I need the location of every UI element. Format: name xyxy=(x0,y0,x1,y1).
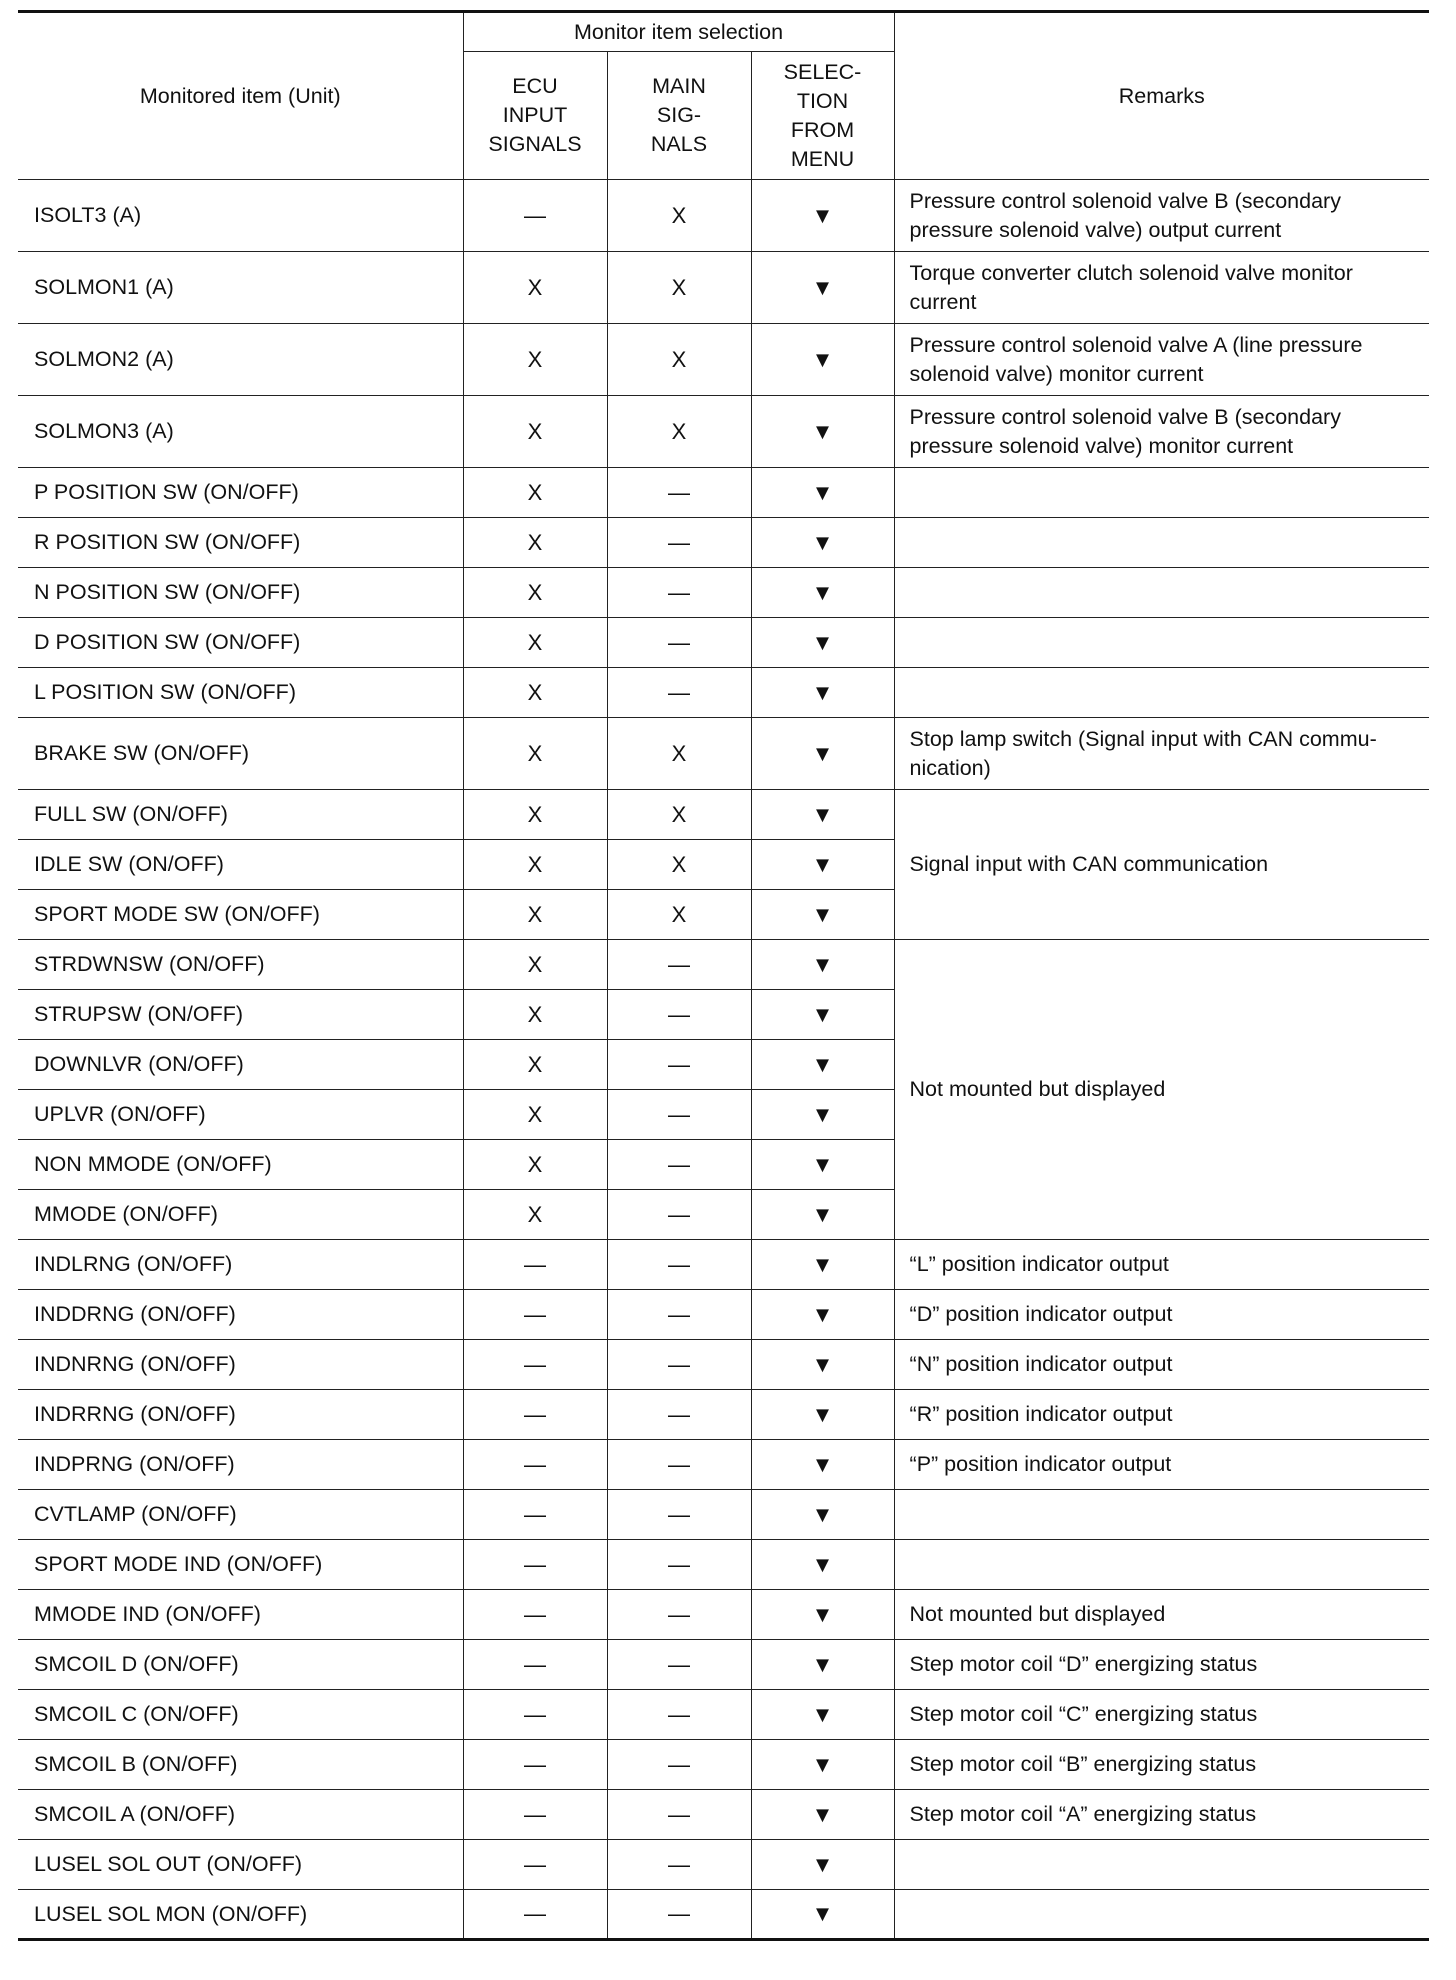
ecu-input-cell: X xyxy=(463,718,607,790)
ecu-input-cell: X xyxy=(463,252,607,324)
selection-from-menu-cell: ▼ xyxy=(751,1690,894,1740)
selection-from-menu-cell: ▼ xyxy=(751,1540,894,1590)
remarks-cell: Not mounted but displayed xyxy=(894,940,1429,1240)
main-signals-cell: — xyxy=(607,618,751,668)
main-signals-cell: — xyxy=(607,1490,751,1540)
ecu-input-cell: X xyxy=(463,468,607,518)
item-cell: INDLRNG (ON/OFF) xyxy=(18,1240,463,1290)
table-row xyxy=(18,1340,1429,1390)
remarks-cell: Step motor coil “C” energizing status xyxy=(894,1690,1429,1740)
selection-from-menu-cell: ▼ xyxy=(751,1840,894,1890)
remarks-cell xyxy=(894,1840,1429,1890)
monitor-items-table-page xyxy=(18,10,1429,1941)
remarks-cell: Signal input with CAN communication xyxy=(894,790,1429,940)
remarks-cell xyxy=(894,1490,1429,1540)
selection-from-menu-cell: ▼ xyxy=(751,790,894,840)
selection-from-menu-cell: ▼ xyxy=(751,1640,894,1690)
ecu-input-cell: — xyxy=(463,1790,607,1840)
selection-from-menu-cell: ▼ xyxy=(751,1590,894,1640)
remarks-cell: Pressure control solenoid valve B (secondary pressure solenoid valve) output current xyxy=(894,180,1429,252)
item-cell: UPLVR (ON/OFF) xyxy=(18,1090,463,1140)
remarks-cell xyxy=(894,468,1429,518)
remarks-cell xyxy=(894,1890,1429,1940)
main-signals-cell: X xyxy=(607,790,751,840)
main-signals-cell: X xyxy=(607,180,751,252)
ecu-input-cell: — xyxy=(463,180,607,252)
ecu-input-cell: X xyxy=(463,840,607,890)
header-ecu-input-signals: ECU INPUT SIGNALS xyxy=(463,52,607,180)
remarks-cell xyxy=(894,668,1429,718)
main-signals-cell: — xyxy=(607,1190,751,1240)
remarks-cell: Pressure control solenoid valve A (line pressure solenoid valve) monitor current xyxy=(894,324,1429,396)
table-row xyxy=(18,252,1429,324)
selection-from-menu-cell: ▼ xyxy=(751,1190,894,1240)
remarks-cell: “P” position indicator output xyxy=(894,1440,1429,1490)
ecu-input-cell: — xyxy=(463,1340,607,1390)
selection-from-menu-cell: ▼ xyxy=(751,324,894,396)
main-signals-cell: — xyxy=(607,1690,751,1740)
ecu-input-cell: — xyxy=(463,1840,607,1890)
main-signals-cell: — xyxy=(607,668,751,718)
selection-from-menu-cell: ▼ xyxy=(751,890,894,940)
ecu-input-cell: X xyxy=(463,324,607,396)
item-cell: LUSEL SOL MON (ON/OFF) xyxy=(18,1890,463,1940)
remarks-cell: Torque converter clutch solenoid valve monitor current xyxy=(894,252,1429,324)
table-row xyxy=(18,518,1429,568)
ecu-input-cell: — xyxy=(463,1490,607,1540)
ecu-input-cell: X xyxy=(463,518,607,568)
selection-from-menu-cell: ▼ xyxy=(751,252,894,324)
ecu-input-cell: — xyxy=(463,1890,607,1940)
main-signals-cell: X xyxy=(607,890,751,940)
remarks-cell xyxy=(894,1540,1429,1590)
item-cell: R POSITION SW (ON/OFF) xyxy=(18,518,463,568)
item-cell: MMODE IND (ON/OFF) xyxy=(18,1590,463,1640)
remarks-cell: Step motor coil “A” energizing status xyxy=(894,1790,1429,1840)
item-cell: INDDRNG (ON/OFF) xyxy=(18,1290,463,1340)
selection-from-menu-cell: ▼ xyxy=(751,618,894,668)
ecu-input-cell: — xyxy=(463,1290,607,1340)
selection-from-menu-cell: ▼ xyxy=(751,1240,894,1290)
selection-from-menu-cell: ▼ xyxy=(751,396,894,468)
main-signals-cell: X xyxy=(607,252,751,324)
selection-from-menu-cell: ▼ xyxy=(751,568,894,618)
item-cell: ISOLT3 (A) xyxy=(18,180,463,252)
item-cell: DOWNLVR (ON/OFF) xyxy=(18,1040,463,1090)
item-cell: SPORT MODE SW (ON/OFF) xyxy=(18,890,463,940)
main-signals-cell: X xyxy=(607,396,751,468)
item-cell: FULL SW (ON/OFF) xyxy=(18,790,463,840)
header-monitored-item: Monitored item (Unit) xyxy=(18,12,463,180)
table-row xyxy=(18,1840,1429,1890)
table-row xyxy=(18,1290,1429,1340)
selection-from-menu-cell: ▼ xyxy=(751,1740,894,1790)
selection-from-menu-cell: ▼ xyxy=(751,180,894,252)
remarks-cell: Stop lamp switch (Signal input with CAN commu-nication) xyxy=(894,718,1429,790)
ecu-input-cell: — xyxy=(463,1690,607,1740)
table-row xyxy=(18,324,1429,396)
item-cell: STRDWNSW (ON/OFF) xyxy=(18,940,463,990)
item-cell: IDLE SW (ON/OFF) xyxy=(18,840,463,890)
selection-from-menu-cell: ▼ xyxy=(751,940,894,990)
table-row xyxy=(18,1590,1429,1640)
item-cell: MMODE (ON/OFF) xyxy=(18,1190,463,1240)
selection-from-menu-cell: ▼ xyxy=(751,1290,894,1340)
ecu-input-cell: X xyxy=(463,618,607,668)
selection-from-menu-cell: ▼ xyxy=(751,668,894,718)
selection-from-menu-cell: ▼ xyxy=(751,718,894,790)
remarks-cell: “L” position indicator output xyxy=(894,1240,1429,1290)
table-row xyxy=(18,1440,1429,1490)
table-row xyxy=(18,618,1429,668)
ecu-input-cell: X xyxy=(463,1190,607,1240)
ecu-input-cell: X xyxy=(463,790,607,840)
selection-from-menu-cell: ▼ xyxy=(751,1890,894,1940)
selection-from-menu-cell: ▼ xyxy=(751,1390,894,1440)
main-signals-cell: — xyxy=(607,518,751,568)
ecu-input-cell: — xyxy=(463,1540,607,1590)
main-signals-cell: — xyxy=(607,1890,751,1940)
table-row xyxy=(18,1490,1429,1540)
item-cell: SOLMON3 (A) xyxy=(18,396,463,468)
item-cell: SPORT MODE IND (ON/OFF) xyxy=(18,1540,463,1590)
ecu-input-cell: X xyxy=(463,1140,607,1190)
table-row xyxy=(18,468,1429,518)
ecu-input-cell: X xyxy=(463,668,607,718)
main-signals-cell: — xyxy=(607,568,751,618)
remarks-cell: Step motor coil “B” energizing status xyxy=(894,1740,1429,1790)
ecu-input-cell: X xyxy=(463,1040,607,1090)
main-signals-cell: — xyxy=(607,1790,751,1840)
main-signals-cell: — xyxy=(607,1340,751,1390)
item-cell: SMCOIL B (ON/OFF) xyxy=(18,1740,463,1790)
ecu-input-cell: — xyxy=(463,1240,607,1290)
selection-from-menu-cell: ▼ xyxy=(751,1790,894,1840)
item-cell: L POSITION SW (ON/OFF) xyxy=(18,668,463,718)
selection-from-menu-cell: ▼ xyxy=(751,990,894,1040)
item-cell: INDRRNG (ON/OFF) xyxy=(18,1390,463,1440)
ecu-input-cell: X xyxy=(463,396,607,468)
main-signals-cell: X xyxy=(607,718,751,790)
ecu-input-cell: — xyxy=(463,1740,607,1790)
remarks-cell: Pressure control solenoid valve B (secondary pressure solenoid valve) monitor current xyxy=(894,396,1429,468)
main-signals-cell: — xyxy=(607,1140,751,1190)
main-signals-cell: — xyxy=(607,1540,751,1590)
ecu-input-cell: X xyxy=(463,890,607,940)
selection-from-menu-cell: ▼ xyxy=(751,1040,894,1090)
main-signals-cell: — xyxy=(607,1440,751,1490)
main-signals-cell: — xyxy=(607,1240,751,1290)
remarks-cell xyxy=(894,568,1429,618)
item-cell: P POSITION SW (ON/OFF) xyxy=(18,468,463,518)
ecu-input-cell: X xyxy=(463,990,607,1040)
selection-from-menu-cell: ▼ xyxy=(751,840,894,890)
remarks-cell: Not mounted but displayed xyxy=(894,1590,1429,1640)
main-signals-cell: X xyxy=(607,324,751,396)
item-cell: STRUPSW (ON/OFF) xyxy=(18,990,463,1040)
remarks-cell: “N” position indicator output xyxy=(894,1340,1429,1390)
selection-from-menu-cell: ▼ xyxy=(751,518,894,568)
item-cell: SMCOIL C (ON/OFF) xyxy=(18,1690,463,1740)
main-signals-cell: — xyxy=(607,1390,751,1440)
main-signals-cell: — xyxy=(607,1740,751,1790)
table-row xyxy=(18,1540,1429,1590)
monitor-items-table xyxy=(18,10,1429,1941)
item-cell: SMCOIL D (ON/OFF) xyxy=(18,1640,463,1690)
table-row xyxy=(18,790,1429,840)
table-row xyxy=(18,668,1429,718)
item-cell: BRAKE SW (ON/OFF) xyxy=(18,718,463,790)
table-row xyxy=(18,180,1429,252)
remarks-cell: “R” position indicator output xyxy=(894,1390,1429,1440)
header-monitor-item-selection: Monitor item selection xyxy=(463,12,894,52)
selection-from-menu-cell: ▼ xyxy=(751,1490,894,1540)
ecu-input-cell: — xyxy=(463,1390,607,1440)
ecu-input-cell: — xyxy=(463,1440,607,1490)
main-signals-cell: — xyxy=(607,1590,751,1640)
main-signals-cell: — xyxy=(607,940,751,990)
remarks-cell xyxy=(894,518,1429,568)
table-row xyxy=(18,1740,1429,1790)
main-signals-cell: — xyxy=(607,990,751,1040)
ecu-input-cell: X xyxy=(463,568,607,618)
selection-from-menu-cell: ▼ xyxy=(751,1340,894,1390)
selection-from-menu-cell: ▼ xyxy=(751,468,894,518)
header-remarks: Remarks xyxy=(894,12,1429,180)
item-cell: N POSITION SW (ON/OFF) xyxy=(18,568,463,618)
main-signals-cell: — xyxy=(607,1090,751,1140)
selection-from-menu-cell: ▼ xyxy=(751,1140,894,1190)
item-cell: SOLMON2 (A) xyxy=(18,324,463,396)
item-cell: SOLMON1 (A) xyxy=(18,252,463,324)
remarks-cell: Step motor coil “D” energizing status xyxy=(894,1640,1429,1690)
table-row xyxy=(18,396,1429,468)
table-row xyxy=(18,1390,1429,1440)
table-row xyxy=(18,1640,1429,1690)
ecu-input-cell: X xyxy=(463,1090,607,1140)
remarks-cell: “D” position indicator output xyxy=(894,1290,1429,1340)
item-cell: SMCOIL A (ON/OFF) xyxy=(18,1790,463,1840)
item-cell: LUSEL SOL OUT (ON/OFF) xyxy=(18,1840,463,1890)
table-row xyxy=(18,1790,1429,1840)
header-main-signals: MAIN SIG-NALS xyxy=(607,52,751,180)
main-signals-cell: — xyxy=(607,1290,751,1340)
item-cell: NON MMODE (ON/OFF) xyxy=(18,1140,463,1190)
main-signals-cell: X xyxy=(607,840,751,890)
item-cell: INDNRNG (ON/OFF) xyxy=(18,1340,463,1390)
table-row xyxy=(18,1240,1429,1290)
main-signals-cell: — xyxy=(607,1640,751,1690)
item-cell: D POSITION SW (ON/OFF) xyxy=(18,618,463,668)
table-row xyxy=(18,1890,1429,1940)
main-signals-cell: — xyxy=(607,1040,751,1090)
table-row xyxy=(18,718,1429,790)
item-cell: INDPRNG (ON/OFF) xyxy=(18,1440,463,1490)
ecu-input-cell: X xyxy=(463,940,607,990)
header-selection-from-menu: SELEC-TION FROM MENU xyxy=(751,52,894,180)
table-row xyxy=(18,940,1429,990)
main-signals-cell: — xyxy=(607,1840,751,1890)
table-row xyxy=(18,568,1429,618)
table-row xyxy=(18,1690,1429,1740)
item-cell: CVTLAMP (ON/OFF) xyxy=(18,1490,463,1540)
selection-from-menu-cell: ▼ xyxy=(751,1090,894,1140)
ecu-input-cell: — xyxy=(463,1640,607,1690)
remarks-cell xyxy=(894,618,1429,668)
main-signals-cell: — xyxy=(607,468,751,518)
selection-from-menu-cell: ▼ xyxy=(751,1440,894,1490)
ecu-input-cell: — xyxy=(463,1590,607,1640)
